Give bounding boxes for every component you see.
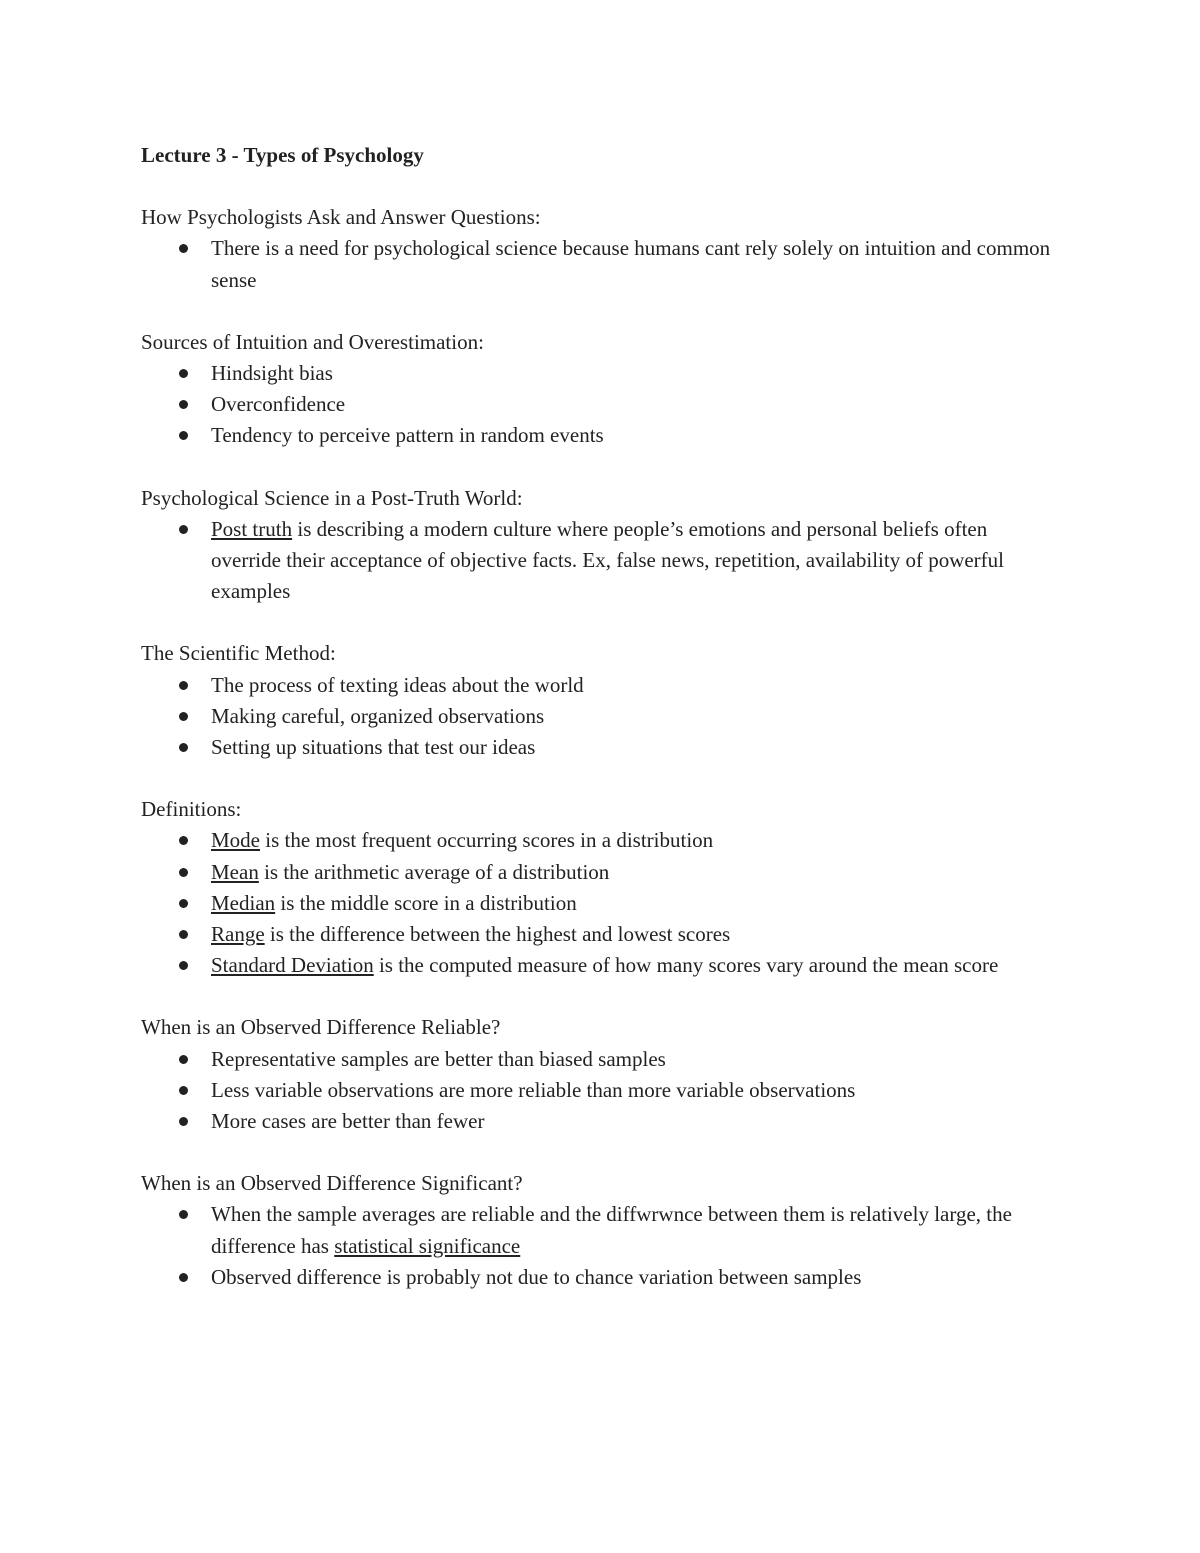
bullet-text: More cases are better than fewer bbox=[211, 1109, 485, 1134]
bullet-list bbox=[141, 514, 1051, 608]
list-item bbox=[141, 857, 1051, 888]
list-item bbox=[141, 670, 1051, 701]
bullet-dot-icon bbox=[179, 681, 188, 690]
bullet-text: is the computed measure of how many scores vary around the mean score bbox=[373, 953, 999, 978]
defined-term: Post truth bbox=[211, 516, 293, 541]
bullet-dot-icon bbox=[179, 930, 188, 939]
bullet-text: is the middle score in a distribution bbox=[275, 890, 577, 915]
bullet-list bbox=[141, 233, 1051, 295]
bullet-text: is the difference between the highest and lowest scores bbox=[264, 922, 731, 947]
section bbox=[141, 1012, 1051, 1137]
bullet-text: Making careful, organized observations bbox=[211, 703, 545, 728]
list-item bbox=[141, 420, 1051, 451]
bullet-text: When the sample averages are reliable and the diffwrwnce between them is relatively large, the difference has bbox=[211, 1202, 1012, 1258]
list-item bbox=[141, 919, 1051, 950]
list-item bbox=[141, 1075, 1051, 1106]
list-item bbox=[141, 233, 1051, 295]
section-heading: When is an Observed Difference Significant? bbox=[141, 1171, 523, 1196]
document-page bbox=[141, 140, 1051, 1324]
section bbox=[141, 1168, 1051, 1293]
list-item bbox=[141, 514, 1051, 608]
bullet-text: is describing a modern culture where people’s emotions and personal beliefs often override their acceptance of objective facts. Ex, false news, repetition, availability of powerful examples bbox=[211, 516, 1004, 604]
list-item bbox=[141, 732, 1051, 763]
section-heading: Definitions: bbox=[141, 797, 242, 822]
section-heading: When is an Observed Difference Reliable? bbox=[141, 1015, 501, 1040]
bullet-text: Overconfidence bbox=[211, 392, 346, 417]
bullet-list bbox=[141, 358, 1051, 452]
bullet-text: The process of texting ideas about the world bbox=[211, 672, 584, 697]
section-heading: The Scientific Method: bbox=[141, 641, 336, 666]
list-item bbox=[141, 358, 1051, 389]
bullet-dot-icon bbox=[179, 244, 188, 253]
bullet-text: Less variable observations are more reliable than more variable observations bbox=[211, 1077, 856, 1102]
section-heading: Psychological Science in a Post-Truth World: bbox=[141, 485, 523, 510]
bullet-dot-icon bbox=[179, 1117, 188, 1126]
bullet-dot-icon bbox=[179, 1086, 188, 1095]
bullet-dot-icon bbox=[179, 431, 188, 440]
section bbox=[141, 794, 1051, 981]
list-item bbox=[141, 1199, 1051, 1261]
defined-term: Mode bbox=[211, 828, 260, 853]
list-item bbox=[141, 1044, 1051, 1075]
section bbox=[141, 202, 1051, 296]
bullet-dot-icon bbox=[179, 712, 188, 721]
bullet-dot-icon bbox=[179, 1055, 188, 1064]
section bbox=[141, 327, 1051, 452]
bullet-dot-icon bbox=[179, 1210, 188, 1219]
bullet-text: Hindsight bias bbox=[211, 361, 333, 386]
bullet-list bbox=[141, 670, 1051, 764]
list-item bbox=[141, 1262, 1051, 1293]
bullet-text: Tendency to perceive pattern in random events bbox=[211, 423, 604, 448]
list-item bbox=[141, 1106, 1051, 1137]
bullet-dot-icon bbox=[179, 369, 188, 378]
bullet-dot-icon bbox=[179, 525, 188, 534]
bullet-list bbox=[141, 1044, 1051, 1138]
defined-term: statistical significance bbox=[334, 1233, 521, 1258]
bullet-text: is the most frequent occurring scores in a distribution bbox=[260, 828, 714, 853]
list-item bbox=[141, 701, 1051, 732]
bullet-list bbox=[141, 825, 1051, 981]
section bbox=[141, 638, 1051, 763]
document-title: Lecture 3 - Types of Psychology bbox=[141, 143, 424, 167]
section-heading: Sources of Intuition and Overestimation: bbox=[141, 329, 484, 354]
list-item bbox=[141, 950, 1051, 981]
bullet-dot-icon bbox=[179, 1273, 188, 1282]
list-item bbox=[141, 825, 1051, 856]
bullet-text: Representative samples are better than biased samples bbox=[211, 1046, 666, 1071]
bullet-dot-icon bbox=[179, 400, 188, 409]
section-heading: How Psychologists Ask and Answer Questions: bbox=[141, 205, 541, 230]
bullet-text: Setting up situations that test our ideas bbox=[211, 735, 536, 760]
bullet-dot-icon bbox=[179, 961, 188, 970]
list-item bbox=[141, 389, 1051, 420]
bullet-text: There is a need for psychological science because humans cant rely solely on intuition and common sense bbox=[211, 236, 1051, 292]
defined-term: Standard Deviation bbox=[211, 953, 374, 978]
defined-term: Median bbox=[211, 890, 276, 915]
bullet-dot-icon bbox=[179, 743, 188, 752]
bullet-list bbox=[141, 1199, 1051, 1293]
bullet-dot-icon bbox=[179, 836, 188, 845]
bullet-dot-icon bbox=[179, 868, 188, 877]
bullet-text: Observed difference is probably not due to chance variation between samples bbox=[211, 1264, 862, 1289]
sections-container bbox=[141, 202, 1051, 1293]
bullet-dot-icon bbox=[179, 899, 188, 908]
section bbox=[141, 483, 1051, 608]
bullet-text: is the arithmetic average of a distribution bbox=[258, 859, 610, 884]
defined-term: Range bbox=[211, 922, 265, 947]
defined-term: Mean bbox=[211, 859, 259, 884]
list-item bbox=[141, 888, 1051, 919]
